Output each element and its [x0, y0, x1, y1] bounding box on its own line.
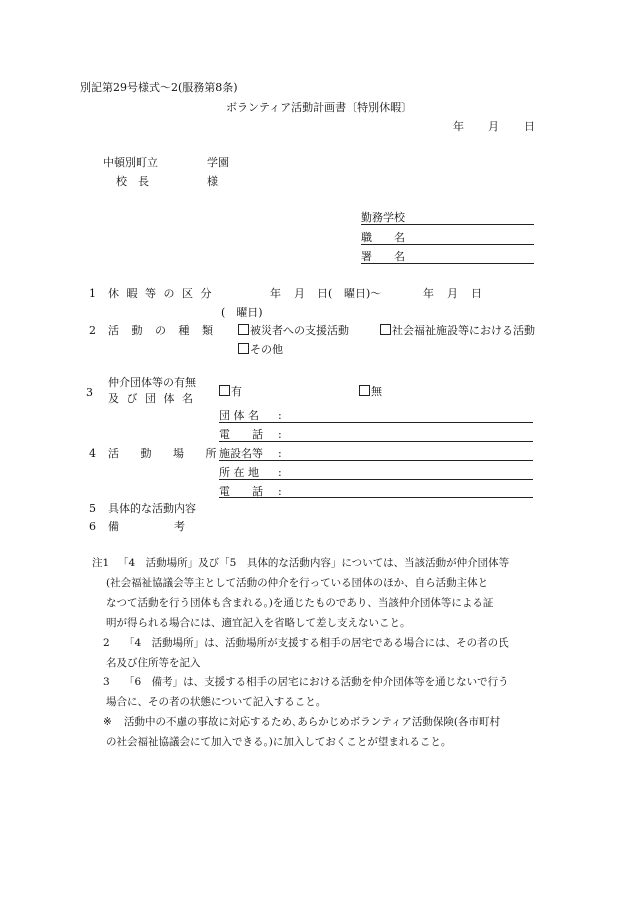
- addressee-school: 中頓別町立: [103, 156, 158, 169]
- note-3-line: 「6 備考」は、支援する相手の居宅における活動を仲介団体等を通じないで行う: [124, 676, 509, 688]
- checkbox-icon[interactable]: [359, 385, 370, 396]
- item-4-label: 活 動 場 所: [108, 447, 217, 460]
- field-group-name-line[interactable]: [219, 422, 533, 423]
- to-weekday: ( 曜日): [221, 306, 263, 319]
- note-3-lead: 3: [103, 676, 110, 688]
- document-title: ボランティア活動計画書〔特別休暇〕: [226, 101, 413, 114]
- field-group-phone-sep: :: [278, 428, 282, 441]
- item-5-label: 具体的な活動内容: [108, 502, 196, 515]
- note-2-lead: 2: [103, 637, 110, 649]
- option-intermediary-no[interactable]: 無: [359, 385, 382, 398]
- addressee-honorific: 様: [207, 175, 218, 188]
- field-address-line[interactable]: [219, 479, 533, 480]
- item-3-label-line1: 仲介団体等の有無: [108, 376, 196, 389]
- to-year: 年: [423, 287, 434, 300]
- field-facility-phone-sep: :: [278, 485, 282, 498]
- field-address-label: 所 在 地: [219, 466, 259, 479]
- note-4-line: 活動中の不慮の事故に対応するため､あらかじめボランティア活動保険(各市町村: [124, 716, 501, 728]
- option-welfare-facility[interactable]: 社会福祉施設等における活動: [380, 324, 535, 337]
- field-facility-name-label: 施設名等: [219, 447, 263, 460]
- option-intermediary-yes[interactable]: 有: [219, 385, 242, 398]
- checkbox-icon[interactable]: [238, 343, 249, 354]
- field-facility-phone-line[interactable]: [219, 497, 533, 498]
- date-month: 月: [488, 120, 499, 133]
- from-weekday: 曜日)〜: [344, 287, 382, 300]
- signature-label: 署 名: [361, 250, 405, 263]
- item-5-number: 5: [89, 502, 96, 515]
- checkbox-icon[interactable]: [380, 324, 391, 335]
- addressee-gakuen: 学園: [207, 156, 229, 169]
- field-facility-name-sep: :: [278, 447, 282, 460]
- item-6-number: 6: [89, 520, 96, 533]
- note-1-lead: 注1: [92, 557, 110, 569]
- field-facility-phone-label: 電 話: [219, 485, 263, 498]
- item-2-label: 活 動 の 種 類: [108, 324, 213, 337]
- field-group-phone-label: 電 話: [219, 428, 263, 441]
- checkbox-icon[interactable]: [219, 385, 230, 396]
- addressee-principal: 校 長: [116, 175, 149, 188]
- note-2-line: 「4 活動場所」は、活動場所が支援する相手の居宅である場合には、その者の氏: [124, 637, 509, 649]
- form-number: 別記第29号様式〜2(服務第8条): [80, 81, 238, 94]
- checkbox-icon[interactable]: [238, 324, 249, 335]
- item-3-label-line2: 及 び 団 体 名: [108, 392, 195, 405]
- field-group-phone-line[interactable]: [219, 441, 533, 442]
- item-1-label: 休 暇 等 の 区 分: [108, 287, 214, 300]
- item-2-number: 2: [89, 324, 96, 337]
- item-3-number: 3: [86, 386, 93, 399]
- to-day: 日: [471, 287, 482, 300]
- from-day: 日(: [317, 287, 333, 300]
- note-4-lead: ※: [103, 716, 112, 728]
- note-1-line: (社会福祉協議会等主として活動の仲介を行っている団体のほか、自ら活動主体と: [106, 577, 489, 589]
- note-2-line: 名及び住所等を記入: [106, 657, 201, 669]
- field-group-name-label: 団 体 名: [219, 409, 259, 422]
- workplace-underline: [361, 224, 534, 225]
- note-3-line: 場合に、その者の状態について記入すること。: [106, 696, 327, 708]
- from-month: 月: [294, 287, 305, 300]
- workplace-label: 勤務学校: [361, 211, 405, 224]
- field-group-name-sep: :: [278, 409, 282, 422]
- position-underline: [361, 244, 534, 245]
- from-year: 年: [270, 287, 281, 300]
- option-disaster-support[interactable]: 被災者への支援活動: [238, 324, 349, 337]
- field-address-sep: :: [278, 466, 282, 479]
- note-1-line: 「4 活動場所」及び「5 具体的な活動内容」については、当該活動が仲介団体等: [118, 557, 510, 569]
- note-4-line: の社会福祉協議会にて加入できる。)に加入しておくことが望まれること。: [106, 736, 452, 748]
- signature-underline: [361, 263, 534, 264]
- date-year: 年: [453, 120, 464, 133]
- item-6-label: 備 考: [108, 520, 185, 533]
- item-1-number: 1: [89, 287, 96, 300]
- to-month: 月: [447, 287, 458, 300]
- position-label: 職 名: [361, 231, 405, 244]
- date-day: 日: [524, 120, 535, 133]
- note-1-line: 明が得られる場合には、適宜記入を省略して差し支えないこと。: [106, 617, 411, 629]
- option-other[interactable]: その他: [238, 343, 283, 356]
- item-4-number: 4: [89, 447, 96, 460]
- field-facility-name-line[interactable]: [219, 460, 533, 461]
- note-1-line: なつて活動を行う団体も含まれる。)を通じたものであり、当該仲介団体等による証: [106, 597, 494, 609]
